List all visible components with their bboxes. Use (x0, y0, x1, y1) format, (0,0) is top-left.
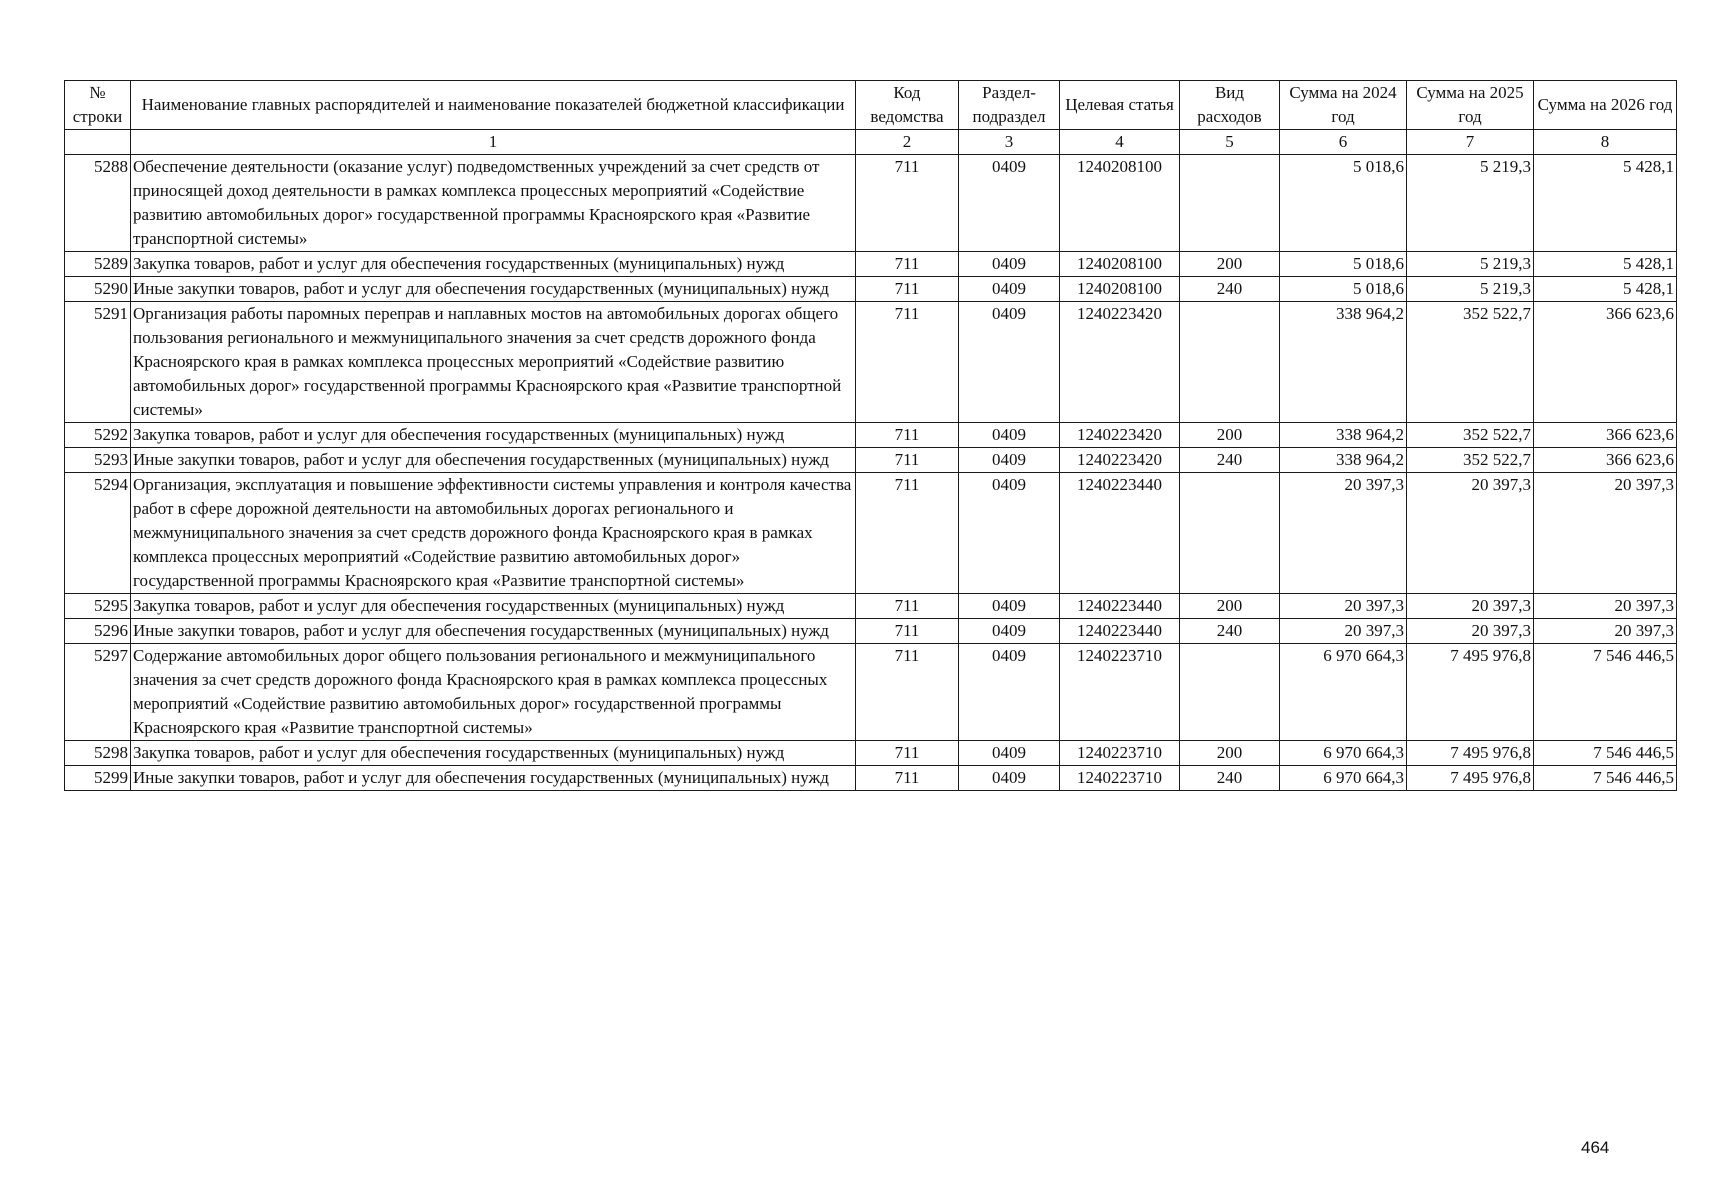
row-sum-2026: 366 623,6 (1534, 302, 1677, 423)
row-sum-2024: 6 970 664,3 (1280, 766, 1407, 791)
row-number: 5298 (65, 741, 131, 766)
row-target: 1240223710 (1060, 766, 1180, 791)
row-sum-2026: 5 428,1 (1534, 277, 1677, 302)
row-sum-2026: 7 546 446,5 (1534, 766, 1677, 791)
row-sum-2025: 20 397,3 (1407, 473, 1534, 594)
table-row (65, 594, 1677, 619)
column-number: 8 (1534, 130, 1677, 155)
row-number: 5299 (65, 766, 131, 791)
row-target: 1240208100 (1060, 277, 1180, 302)
row-section: 0409 (959, 619, 1060, 644)
column-number: 4 (1060, 130, 1180, 155)
row-target: 1240223710 (1060, 741, 1180, 766)
row-section: 0409 (959, 473, 1060, 594)
row-sum-2026: 366 623,6 (1534, 448, 1677, 473)
row-number: 5297 (65, 644, 131, 741)
table-row (65, 302, 1677, 423)
row-sum-2026: 20 397,3 (1534, 594, 1677, 619)
header-sum-2025: Сумма на 2025 год (1407, 81, 1534, 130)
row-section: 0409 (959, 741, 1060, 766)
row-dept-code: 711 (856, 619, 959, 644)
table-row (65, 423, 1677, 448)
row-sum-2026: 5 428,1 (1534, 155, 1677, 252)
row-number: 5295 (65, 594, 131, 619)
row-section: 0409 (959, 155, 1060, 252)
table-row (65, 277, 1677, 302)
row-sum-2025: 20 397,3 (1407, 619, 1534, 644)
row-sum-2024: 338 964,2 (1280, 302, 1407, 423)
budget-sheet (64, 80, 1676, 791)
row-sum-2024: 20 397,3 (1280, 594, 1407, 619)
column-number-row (65, 130, 1677, 155)
header-row-no: № строки (65, 81, 131, 130)
column-number: 6 (1280, 130, 1407, 155)
row-number: 5289 (65, 252, 131, 277)
row-dept-code: 711 (856, 766, 959, 791)
row-expense-type: 240 (1180, 277, 1280, 302)
row-target: 1240223420 (1060, 423, 1180, 448)
row-sum-2025: 352 522,7 (1407, 448, 1534, 473)
row-name: Иные закупки товаров, работ и услуг для обеспечения государственных (муниципальных) нужд (131, 619, 856, 644)
row-target: 1240223440 (1060, 473, 1180, 594)
row-sum-2024: 6 970 664,3 (1280, 741, 1407, 766)
row-target: 1240223420 (1060, 302, 1180, 423)
row-number: 5288 (65, 155, 131, 252)
row-number: 5293 (65, 448, 131, 473)
row-expense-type (1180, 155, 1280, 252)
page-number: 464 (1581, 1138, 1610, 1157)
row-expense-type: 240 (1180, 448, 1280, 473)
row-name: Организация работы паромных переправ и наплавных мостов на автомобильных дорогах общего пользования регионального и межмуниципального значения за счет средств дорожного фонда Красноярского края в рамках комплекса процессных мероприятий «Содействие развитию автомобильных дорог» государственной программы Красноярского края «Развитие транспортной системы» (131, 302, 856, 423)
row-sum-2025: 7 495 976,8 (1407, 766, 1534, 791)
row-number: 5292 (65, 423, 131, 448)
row-name: Содержание автомобильных дорог общего пользования регионального и межмуниципального значения за счет средств дорожного фонда Красноярского края в рамках комплекса процессных мероприятий «Содействие развитию автомобильных дорог» государственной программы Красноярского края «Развитие транспортной системы» (131, 644, 856, 741)
row-name: Организация, эксплуатация и повышение эффективности системы управления и контроля качества работ в сфере дорожной деятельности на автомобильных дорогах регионального и межмуниципального значения за счет средств дорожного фонда Красноярского края в рамках комплекса процессных мероприятий «Содействие развитию автомобильных дорог» государственной программы Красноярского края «Развитие транспортной системы» (131, 473, 856, 594)
table-row (65, 619, 1677, 644)
row-sum-2024: 6 970 664,3 (1280, 644, 1407, 741)
header-name: Наименование главных распорядителей и наименование показателей бюджетной классификации (131, 81, 856, 130)
row-sum-2025: 20 397,3 (1407, 594, 1534, 619)
column-number (65, 130, 131, 155)
row-sum-2025: 7 495 976,8 (1407, 741, 1534, 766)
row-name: Иные закупки товаров, работ и услуг для обеспечения государственных (муниципальных) нужд (131, 448, 856, 473)
row-section: 0409 (959, 277, 1060, 302)
row-section: 0409 (959, 252, 1060, 277)
table-row (65, 766, 1677, 791)
row-target: 1240223440 (1060, 619, 1180, 644)
row-dept-code: 711 (856, 155, 959, 252)
table-row (65, 473, 1677, 594)
row-sum-2024: 338 964,2 (1280, 423, 1407, 448)
column-number: 2 (856, 130, 959, 155)
row-expense-type: 240 (1180, 766, 1280, 791)
column-number: 3 (959, 130, 1060, 155)
row-dept-code: 711 (856, 473, 959, 594)
row-section: 0409 (959, 644, 1060, 741)
row-target: 1240208100 (1060, 155, 1180, 252)
header-sum-2024: Сумма на 2024 год (1280, 81, 1407, 130)
row-sum-2024: 5 018,6 (1280, 155, 1407, 252)
row-sum-2025: 5 219,3 (1407, 252, 1534, 277)
row-expense-type (1180, 473, 1280, 594)
row-section: 0409 (959, 448, 1060, 473)
row-expense-type: 240 (1180, 619, 1280, 644)
row-dept-code: 711 (856, 644, 959, 741)
row-name: Иные закупки товаров, работ и услуг для обеспечения государственных (муниципальных) нужд (131, 277, 856, 302)
row-name: Закупка товаров, работ и услуг для обеспечения государственных (муниципальных) нужд (131, 594, 856, 619)
row-expense-type (1180, 302, 1280, 423)
row-dept-code: 711 (856, 277, 959, 302)
row-name: Закупка товаров, работ и услуг для обеспечения государственных (муниципальных) нужд (131, 423, 856, 448)
row-expense-type: 200 (1180, 423, 1280, 448)
column-number: 1 (131, 130, 856, 155)
row-expense-type: 200 (1180, 741, 1280, 766)
row-sum-2024: 20 397,3 (1280, 473, 1407, 594)
row-target: 1240223440 (1060, 594, 1180, 619)
row-sum-2025: 5 219,3 (1407, 277, 1534, 302)
row-number: 5296 (65, 619, 131, 644)
row-sum-2025: 7 495 976,8 (1407, 644, 1534, 741)
row-sum-2025: 5 219,3 (1407, 155, 1534, 252)
table-row (65, 252, 1677, 277)
budget-table (64, 80, 1677, 791)
row-name: Закупка товаров, работ и услуг для обеспечения государственных (муниципальных) нужд (131, 252, 856, 277)
row-target: 1240223710 (1060, 644, 1180, 741)
row-section: 0409 (959, 766, 1060, 791)
row-section: 0409 (959, 423, 1060, 448)
table-row (65, 448, 1677, 473)
row-sum-2026: 366 623,6 (1534, 423, 1677, 448)
row-target: 1240208100 (1060, 252, 1180, 277)
row-dept-code: 711 (856, 423, 959, 448)
row-sum-2026: 20 397,3 (1534, 473, 1677, 594)
column-number: 7 (1407, 130, 1534, 155)
row-sum-2026: 7 546 446,5 (1534, 644, 1677, 741)
table-row (65, 644, 1677, 741)
row-target: 1240223420 (1060, 448, 1180, 473)
table-row (65, 741, 1677, 766)
row-sum-2024: 20 397,3 (1280, 619, 1407, 644)
row-number: 5291 (65, 302, 131, 423)
row-section: 0409 (959, 302, 1060, 423)
header-expense-type: Вид расходов (1180, 81, 1280, 130)
column-number: 5 (1180, 130, 1280, 155)
row-dept-code: 711 (856, 594, 959, 619)
row-expense-type (1180, 644, 1280, 741)
row-dept-code: 711 (856, 302, 959, 423)
row-section: 0409 (959, 594, 1060, 619)
row-dept-code: 711 (856, 252, 959, 277)
header-target: Целевая статья (1060, 81, 1180, 130)
header-section: Раздел-подраздел (959, 81, 1060, 130)
row-number: 5294 (65, 473, 131, 594)
row-expense-type: 200 (1180, 594, 1280, 619)
header-dept-code: Код ведомства (856, 81, 959, 130)
row-sum-2024: 5 018,6 (1280, 252, 1407, 277)
row-name: Закупка товаров, работ и услуг для обеспечения государственных (муниципальных) нужд (131, 741, 856, 766)
row-name: Иные закупки товаров, работ и услуг для обеспечения государственных (муниципальных) нужд (131, 766, 856, 791)
row-name: Обеспечение деятельности (оказание услуг) подведомственных учреждений за счет средств от приносящей доход деятельности в рамках комплекса процессных мероприятий «Содействие развитию автомобильных дорог» государственной программы Красноярского края «Развитие транспортной системы» (131, 155, 856, 252)
row-sum-2026: 20 397,3 (1534, 619, 1677, 644)
row-sum-2025: 352 522,7 (1407, 423, 1534, 448)
row-sum-2026: 5 428,1 (1534, 252, 1677, 277)
row-sum-2025: 352 522,7 (1407, 302, 1534, 423)
row-expense-type: 200 (1180, 252, 1280, 277)
row-sum-2024: 338 964,2 (1280, 448, 1407, 473)
row-number: 5290 (65, 277, 131, 302)
row-dept-code: 711 (856, 448, 959, 473)
row-sum-2024: 5 018,6 (1280, 277, 1407, 302)
header-sum-2026: Сумма на 2026 год (1534, 81, 1677, 130)
header-row (65, 81, 1677, 130)
table-row (65, 155, 1677, 252)
row-dept-code: 711 (856, 741, 959, 766)
row-sum-2026: 7 546 446,5 (1534, 741, 1677, 766)
